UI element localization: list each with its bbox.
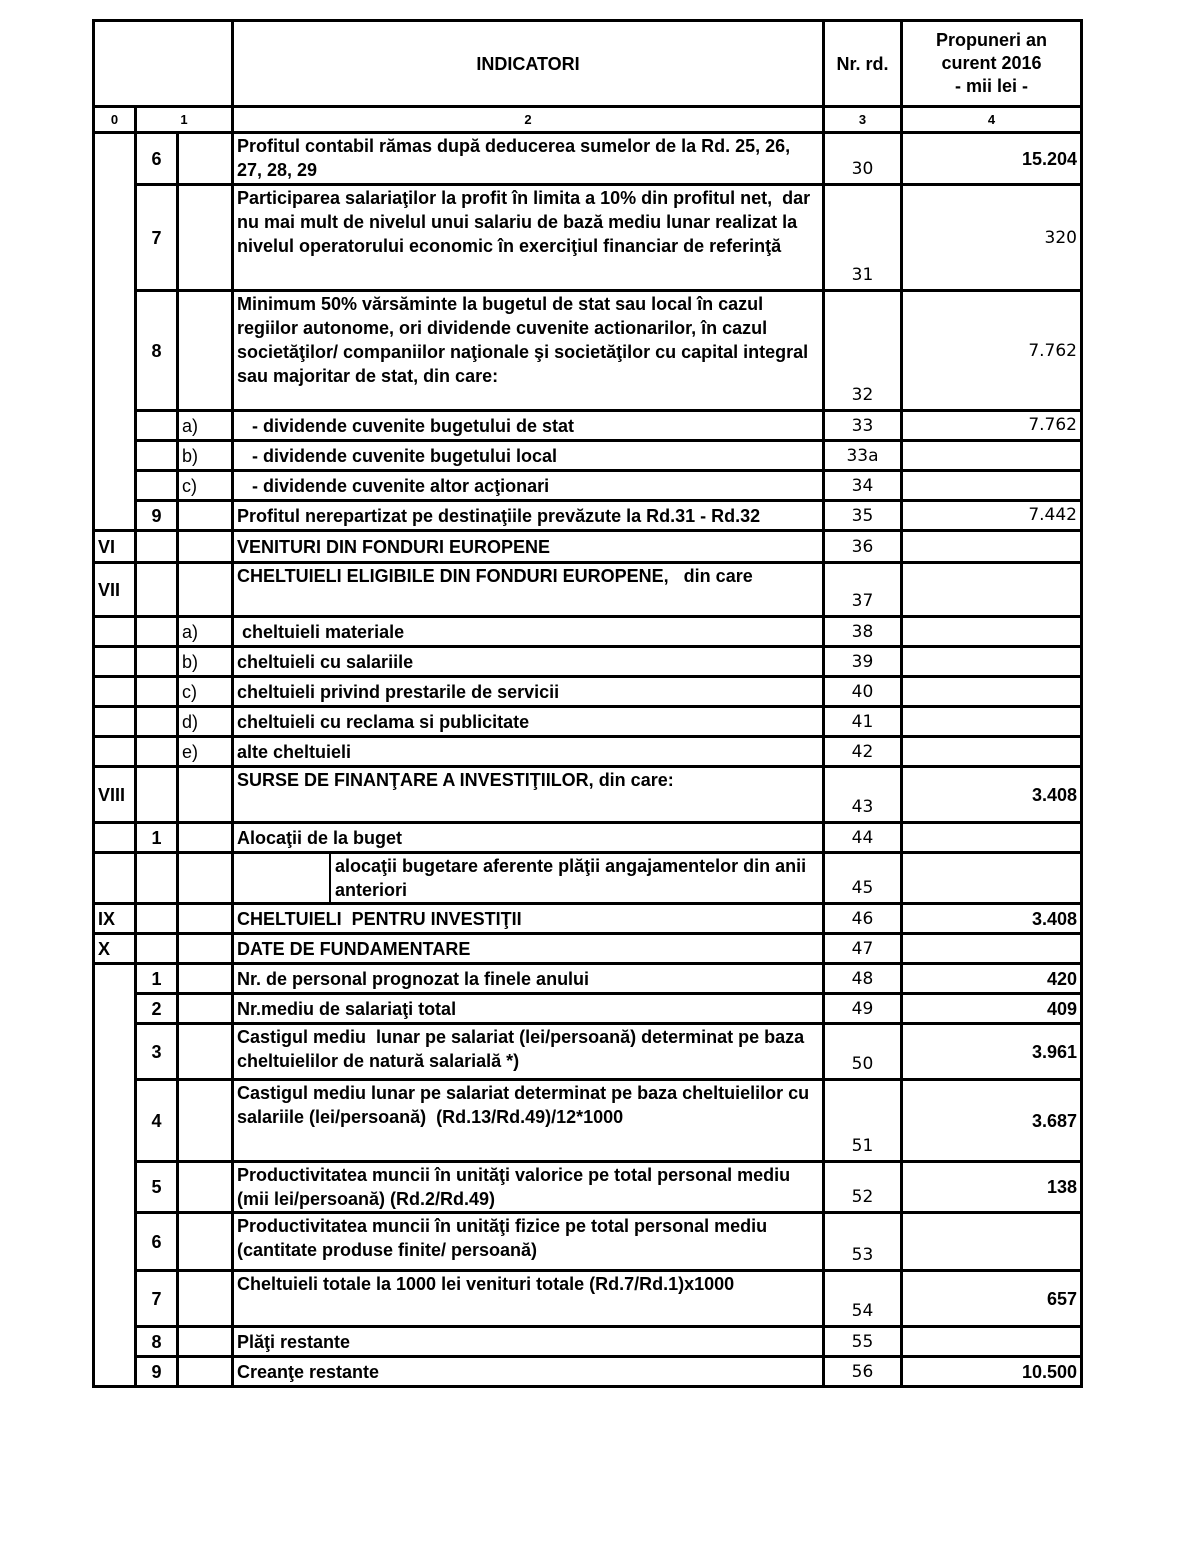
table-row (94, 1271, 1082, 1327)
row-nr-rd-cell: 38 (824, 617, 902, 647)
row-letter-cell (178, 934, 233, 964)
row-letter-cell (178, 904, 233, 934)
row-section-cell (94, 1162, 136, 1213)
row-value-cell (902, 531, 1082, 563)
row-indicator-cell: cheltuieli materiale (233, 617, 824, 647)
row-nr-rd-cell: 30 (824, 133, 902, 185)
row-letter-cell: b) (178, 647, 233, 677)
row-section-cell (94, 501, 136, 531)
row-nr-rd-cell: 35 (824, 501, 902, 531)
row-nr-rd-cell: 33a (824, 441, 902, 471)
table-row (94, 1213, 1082, 1271)
row-number-cell (136, 617, 178, 647)
row-number-cell: 2 (136, 994, 178, 1024)
row-letter-cell (178, 1024, 233, 1080)
col-number-0: 0 (94, 107, 136, 133)
row-indicator-cell: CHELTUIELI ELIGIBILE DIN FONDURI EUROPENE, din care (233, 563, 824, 617)
indicators-table (92, 19, 1083, 1388)
row-number-cell (136, 707, 178, 737)
row-letter-cell (178, 767, 233, 823)
row-indicator-cell: Nr.mediu de salariaţi total (233, 994, 824, 1024)
row-letter-cell: d) (178, 707, 233, 737)
row-letter-cell (178, 1327, 233, 1357)
row-indicator-cell: Cheltuieli totale la 1000 lei venituri totale (Rd.7/Rd.1)x1000 (233, 1271, 824, 1327)
row-number-cell: 8 (136, 291, 178, 411)
table-row (94, 1024, 1082, 1080)
row-section-cell (94, 441, 136, 471)
row-value-cell (902, 441, 1082, 471)
row-indicator-cell: cheltuieli privind prestarile de servicii (233, 677, 824, 707)
row-value-cell (902, 563, 1082, 617)
row-indicator-cell: Profitul contabil rămas după deducerea sumelor de la Rd. 25, 26, 27, 28, 29 (233, 133, 824, 185)
row-value-cell: 7.762 (902, 291, 1082, 411)
row-nr-rd-cell: 55 (824, 1327, 902, 1357)
row-indicator-cell: - dividende cuvenite bugetului de stat (233, 411, 824, 441)
col-number-2: 2 (233, 107, 824, 133)
blank-subcell (234, 854, 331, 902)
row-indicator-cell: Minimum 50% vărsăminte la bugetul de stat sau local în cazul regiilor autonome, ori dividende cuvenite actionarilor, în cazul societăţilor/ companiilor naţionale şi societăţilor cu capital integral sau majoritar de stat, din care: (233, 291, 824, 411)
row-nr-rd-cell: 34 (824, 471, 902, 501)
row-section-cell: X (94, 934, 136, 964)
row-number-cell: 9 (136, 501, 178, 531)
row-value-cell: 420 (902, 964, 1082, 994)
budget-indicators-sheet (92, 19, 1080, 1388)
row-letter-cell (178, 853, 233, 904)
row-number-cell (136, 737, 178, 767)
table-row (94, 617, 1082, 647)
row-number-cell (136, 647, 178, 677)
header-propuneri (902, 21, 1082, 107)
row-indicator-cell: Productivitatea muncii în unităţi fizice pe total personal mediu (cantitate produse finite/ persoană) (233, 1213, 824, 1271)
table-row (94, 1080, 1082, 1162)
row-section-cell: VII (94, 563, 136, 617)
row-nr-rd-cell: 37 (824, 563, 902, 617)
row-value-cell: 657 (902, 1271, 1082, 1327)
table-row (94, 964, 1082, 994)
row-indicator-cell: Plăţi restante (233, 1327, 824, 1357)
row-value-cell (902, 853, 1082, 904)
row-value-cell: 3.687 (902, 1080, 1082, 1162)
row-value-cell (902, 677, 1082, 707)
row-indicator-cell: VENITURI DIN FONDURI EUROPENE (233, 531, 824, 563)
row-section-cell (94, 964, 136, 994)
row-nr-rd-cell: 36 (824, 531, 902, 563)
row-letter-cell (178, 291, 233, 411)
header-empty-cell (94, 21, 233, 107)
row-value-cell: 3.961 (902, 1024, 1082, 1080)
row-section-cell (94, 617, 136, 647)
row-number-cell: 8 (136, 1327, 178, 1357)
row-value-cell: 138 (902, 1162, 1082, 1213)
row-nr-rd-cell: 42 (824, 737, 902, 767)
row-section-cell (94, 1271, 136, 1327)
table-row (94, 531, 1082, 563)
row-number-cell: 1 (136, 823, 178, 853)
row-number-cell (136, 471, 178, 501)
indented-subrow (234, 854, 822, 902)
row-letter-cell (178, 563, 233, 617)
row-section-cell (94, 647, 136, 677)
row-section-cell (94, 677, 136, 707)
table-row (94, 853, 1082, 904)
table-row (94, 647, 1082, 677)
row-number-cell: 7 (136, 1271, 178, 1327)
row-letter-cell (178, 1271, 233, 1327)
row-number-cell (136, 441, 178, 471)
row-letter-cell (178, 185, 233, 291)
row-value-cell: 7.762 (902, 411, 1082, 441)
row-indicator-cell: Nr. de personal prognozat la finele anului (233, 964, 824, 994)
row-section-cell (94, 1327, 136, 1357)
table-row (94, 291, 1082, 411)
row-number-cell: 1 (136, 964, 178, 994)
row-section-cell (94, 1357, 136, 1387)
row-value-cell (902, 823, 1082, 853)
row-section-cell (94, 737, 136, 767)
table-row (94, 994, 1082, 1024)
table-row (94, 823, 1082, 853)
row-section-cell (94, 1080, 136, 1162)
row-indicator-cell: CHELTUIELI PENTRU INVESTIŢII (233, 904, 824, 934)
row-section-cell (94, 707, 136, 737)
row-indicator-cell: Castigul mediu lunar pe salariat determinat pe baza cheltuielilor cu salariile (lei/persoană) (Rd.13/Rd.49)/12*1000 (233, 1080, 824, 1162)
row-number-cell: 6 (136, 1213, 178, 1271)
row-indicator-text: alocaţii bugetare aferente plăţii angajamentelor din anii anteriori (335, 856, 807, 900)
row-nr-rd-cell: 51 (824, 1080, 902, 1162)
row-value-cell (902, 1327, 1082, 1357)
row-number-cell (136, 563, 178, 617)
table-row (94, 471, 1082, 501)
row-value-cell: 3.408 (902, 767, 1082, 823)
row-nr-rd-cell: 39 (824, 647, 902, 677)
row-nr-rd-cell: 52 (824, 1162, 902, 1213)
row-letter-cell (178, 1162, 233, 1213)
row-number-cell: 4 (136, 1080, 178, 1162)
row-letter-cell (178, 1213, 233, 1271)
row-number-cell (136, 934, 178, 964)
table-row (94, 707, 1082, 737)
row-nr-rd-cell: 49 (824, 994, 902, 1024)
table-row (94, 904, 1082, 934)
table-row (94, 1357, 1082, 1387)
row-number-cell (136, 904, 178, 934)
row-number-cell: 5 (136, 1162, 178, 1213)
col-number-1: 1 (136, 107, 233, 133)
row-letter-cell (178, 1357, 233, 1387)
row-indicator-cell: Profitul nerepartizat pe destinaţiile prevăzute la Rd.31 - Rd.32 (233, 501, 824, 531)
row-nr-rd-cell: 47 (824, 934, 902, 964)
row-section-cell (94, 1213, 136, 1271)
row-section-cell (94, 185, 136, 291)
row-nr-rd-cell: 44 (824, 823, 902, 853)
header-propuneri-line-2: curent 2016 (941, 53, 1042, 73)
row-value-cell (902, 934, 1082, 964)
table-row (94, 563, 1082, 617)
row-section-cell (94, 291, 136, 411)
row-value-cell: 320 (902, 185, 1082, 291)
header-row (94, 21, 1082, 107)
table-row (94, 737, 1082, 767)
row-section-cell (94, 853, 136, 904)
row-number-cell: 9 (136, 1357, 178, 1387)
row-indicator-cell: - dividende cuvenite altor acţionari (233, 471, 824, 501)
row-indicator-cell: Alocaţii de la buget (233, 823, 824, 853)
row-letter-cell (178, 964, 233, 994)
row-value-cell (902, 737, 1082, 767)
header-indicatori: INDICATORI (233, 21, 824, 107)
row-letter-cell (178, 823, 233, 853)
row-indicator-cell: - dividende cuvenite bugetului local (233, 441, 824, 471)
row-letter-cell: e) (178, 737, 233, 767)
row-section-cell (94, 994, 136, 1024)
row-value-cell: 409 (902, 994, 1082, 1024)
row-indicator-cell: SURSE DE FINANŢARE A INVESTIŢIILOR, din care: (233, 767, 824, 823)
row-number-cell (136, 531, 178, 563)
row-nr-rd-cell: 53 (824, 1213, 902, 1271)
row-number-cell: 7 (136, 185, 178, 291)
row-section-cell (94, 823, 136, 853)
row-value-cell (902, 617, 1082, 647)
col-number-4: 4 (902, 107, 1082, 133)
row-section-cell: VIII (94, 767, 136, 823)
table-row (94, 767, 1082, 823)
table-row (94, 1327, 1082, 1357)
row-letter-cell: a) (178, 411, 233, 441)
row-number-cell (136, 677, 178, 707)
row-nr-rd-cell: 48 (824, 964, 902, 994)
row-indicator-cell: cheltuieli cu salariile (233, 647, 824, 677)
row-indicator-cell: Creanţe restante (233, 1357, 824, 1387)
row-letter-cell: c) (178, 677, 233, 707)
row-section-cell (94, 411, 136, 441)
row-nr-rd-cell: 54 (824, 1271, 902, 1327)
row-value-cell (902, 707, 1082, 737)
row-number-cell (136, 767, 178, 823)
table-row (94, 133, 1082, 185)
header-nr-rd: Nr. rd. (824, 21, 902, 107)
row-indicator-cell (233, 853, 824, 904)
row-nr-rd-cell: 41 (824, 707, 902, 737)
row-section-cell: VI (94, 531, 136, 563)
row-letter-cell (178, 133, 233, 185)
row-number-cell: 6 (136, 133, 178, 185)
row-indicator-cell: Participarea salariaţilor la profit în limita a 10% din profitul net, dar nu mai mult de nivelul unui salariu de bază mediu lunar realizat la nivelul operatorului economic în exerciţiul financiar de referinţă (233, 185, 824, 291)
table-row (94, 677, 1082, 707)
row-value-cell (902, 471, 1082, 501)
col-number-3: 3 (824, 107, 902, 133)
row-indicator-cell: alte cheltuieli (233, 737, 824, 767)
row-letter-cell (178, 1080, 233, 1162)
row-nr-rd-cell: 45 (824, 853, 902, 904)
row-number-cell (136, 853, 178, 904)
row-letter-cell: b) (178, 441, 233, 471)
row-value-cell (902, 647, 1082, 677)
column-numbering-row (94, 107, 1082, 133)
table-row (94, 1162, 1082, 1213)
header-propuneri-line-3: - mii lei - (954, 76, 1028, 96)
row-indicator-cell: DATE DE FUNDAMENTARE (233, 934, 824, 964)
row-indicator-cell: Castigul mediu lunar pe salariat (lei/persoană) determinat pe baza cheltuielilor de natură salarială *) (233, 1024, 824, 1080)
row-section-cell: IX (94, 904, 136, 934)
row-nr-rd-cell: 32 (824, 291, 902, 411)
row-nr-rd-cell: 56 (824, 1357, 902, 1387)
row-number-cell: 3 (136, 1024, 178, 1080)
row-nr-rd-cell: 43 (824, 767, 902, 823)
table-row (94, 185, 1082, 291)
row-value-cell: 15.204 (902, 133, 1082, 185)
row-nr-rd-cell: 46 (824, 904, 902, 934)
row-nr-rd-cell: 40 (824, 677, 902, 707)
row-letter-cell (178, 501, 233, 531)
header-propuneri-line-1: Propuneri an (935, 30, 1047, 50)
table-row (94, 934, 1082, 964)
row-indicator-cell: Productivitatea muncii în unităţi valorice pe total personal mediu (mii lei/persoană) (Rd.2/Rd.49) (233, 1162, 824, 1213)
row-value-cell (902, 1213, 1082, 1271)
table-row (94, 441, 1082, 471)
row-section-cell (94, 133, 136, 185)
row-letter-cell (178, 994, 233, 1024)
row-indicator-cell: cheltuieli cu reclama si publicitate (233, 707, 824, 737)
row-letter-cell: c) (178, 471, 233, 501)
row-nr-rd-cell: 33 (824, 411, 902, 441)
row-value-cell: 3.408 (902, 904, 1082, 934)
row-letter-cell (178, 531, 233, 563)
table-row (94, 411, 1082, 441)
row-nr-rd-cell: 31 (824, 185, 902, 291)
row-value-cell: 7.442 (902, 501, 1082, 531)
row-letter-cell: a) (178, 617, 233, 647)
row-nr-rd-cell: 50 (824, 1024, 902, 1080)
table-row (94, 501, 1082, 531)
row-section-cell (94, 471, 136, 501)
row-number-cell (136, 411, 178, 441)
row-section-cell (94, 1024, 136, 1080)
row-value-cell: 10.500 (902, 1357, 1082, 1387)
